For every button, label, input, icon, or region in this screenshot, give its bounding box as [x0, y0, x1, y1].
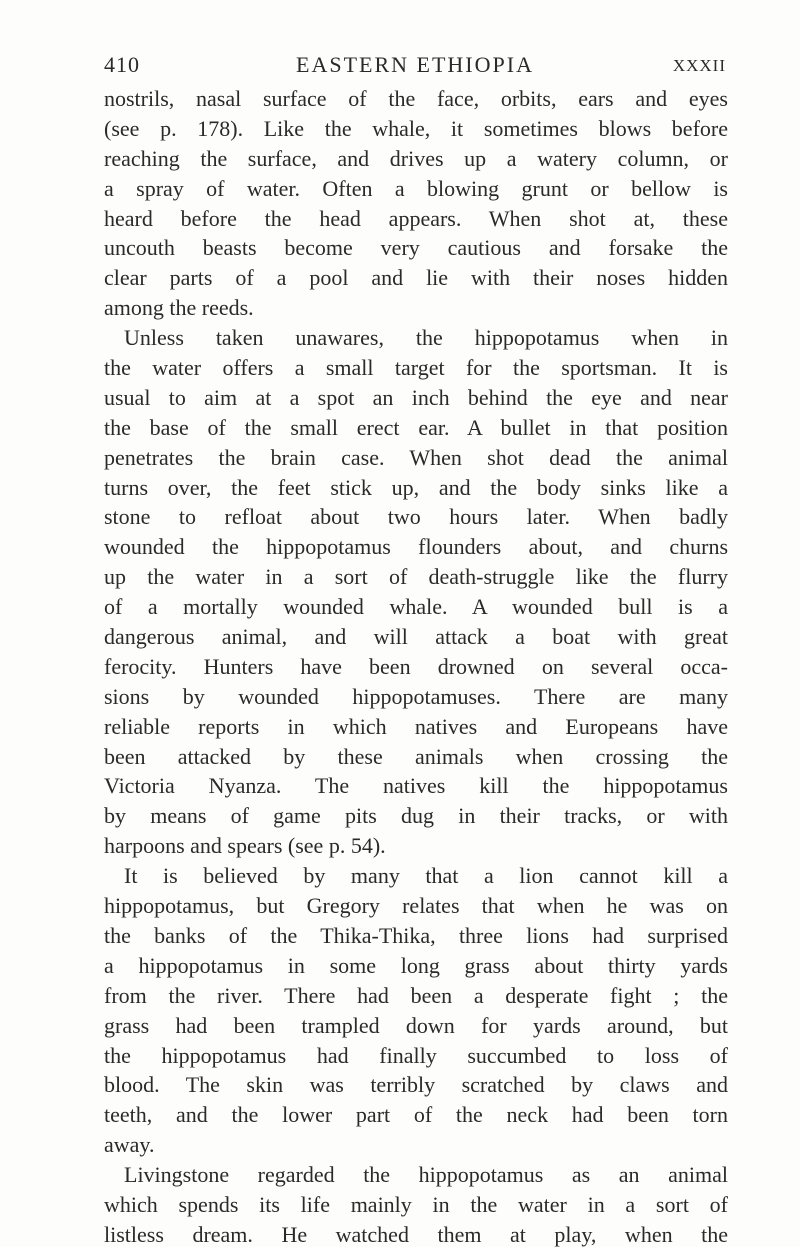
running-header [104, 52, 726, 84]
text-line: nostrils, nasal surface of the face, orbits, ears and eyes [104, 86, 728, 111]
text-line: the base of the small erect ear. A bullet in that position [104, 414, 728, 440]
text-line: listless dream. He watched them at play, when the [104, 1221, 728, 1247]
text-line: sions by wounded hippopotamuses. There are many [104, 683, 728, 709]
text-line: from the river. There had been a desperate fight ; the [104, 982, 728, 1008]
text-line: usual to aim at a spot an inch behind the eye and near [104, 384, 728, 410]
text-line: which spends its life mainly in the water in a sort of [104, 1191, 728, 1217]
text-line: been attacked by these animals when crossing the [104, 743, 728, 769]
text-line: by means of game pits dug in their tracks, or with [104, 803, 728, 829]
text-line: blood. The skin was terribly scratched by claws and [104, 1072, 728, 1098]
text-line: teeth, and the lower part of the neck had been torn [104, 1102, 728, 1128]
text-line: dangerous animal, and will attack a boat with great [104, 624, 728, 650]
body-text [104, 84, 728, 1250]
text-line: a hippopotamus in some long grass about thirty yards [104, 952, 728, 978]
text-line: among the reeds. [104, 295, 254, 321]
page-number: 410 [104, 52, 140, 77]
text-line: reaching the surface, and drives up a watery column, or [104, 145, 728, 171]
text-line: reliable reports in which natives and Europeans have [104, 713, 728, 739]
text-line: (see p. 178). Like the whale, it sometimes blows before [104, 115, 728, 141]
text-line: uncouth beasts become very cautious and forsake the [104, 235, 728, 261]
text-line: away. [104, 1132, 155, 1158]
running-title: EASTERN ETHIOPIA [296, 52, 534, 77]
text-line: wounded the hippopotamus flounders about, and churns [104, 534, 728, 560]
text-line: Victoria Nyanza. The natives kill the hippopotamus [104, 773, 728, 799]
text-line: heard before the head appears. When shot at, these [104, 205, 728, 231]
text-line: It is believed by many that a lion cannot kill a [124, 863, 728, 889]
text-line: grass had been trampled down for yards around, but [104, 1012, 728, 1038]
text-line: clear parts of a pool and lie with their noses hidden [104, 265, 728, 291]
text-line: the hippopotamus had finally succumbed to loss of [104, 1042, 728, 1068]
text-line: ferocity. Hunters have been drowned on several occa- [104, 653, 728, 679]
text-line: Unless taken unawares, the hippopotamus when in [124, 325, 728, 351]
text-line: the water offers a small target for the sportsman. It is [104, 355, 728, 381]
chapter-number: XXXII [672, 56, 726, 75]
text-line: a spray of water. Often a blowing grunt or bellow is [104, 175, 728, 201]
text-line: of a mortally wounded whale. A wounded bull is a [104, 594, 728, 620]
text-line: penetrates the brain case. When shot dead the animal [104, 444, 728, 470]
text-line: hippopotamus, but Gregory relates that when he was on [104, 893, 728, 919]
text-line: the banks of the Thika-Thika, three lions had surprised [104, 922, 728, 948]
text-line: up the water in a sort of death-struggle like the flurry [104, 564, 728, 590]
text-line: stone to refloat about two hours later. When badly [104, 504, 728, 530]
text-line: Livingstone regarded the hippopotamus as an animal [124, 1162, 728, 1188]
text-line: harpoons and spears (see p. 54). [104, 833, 386, 859]
text-line: turns over, the feet stick up, and the body sinks like a [104, 474, 728, 500]
